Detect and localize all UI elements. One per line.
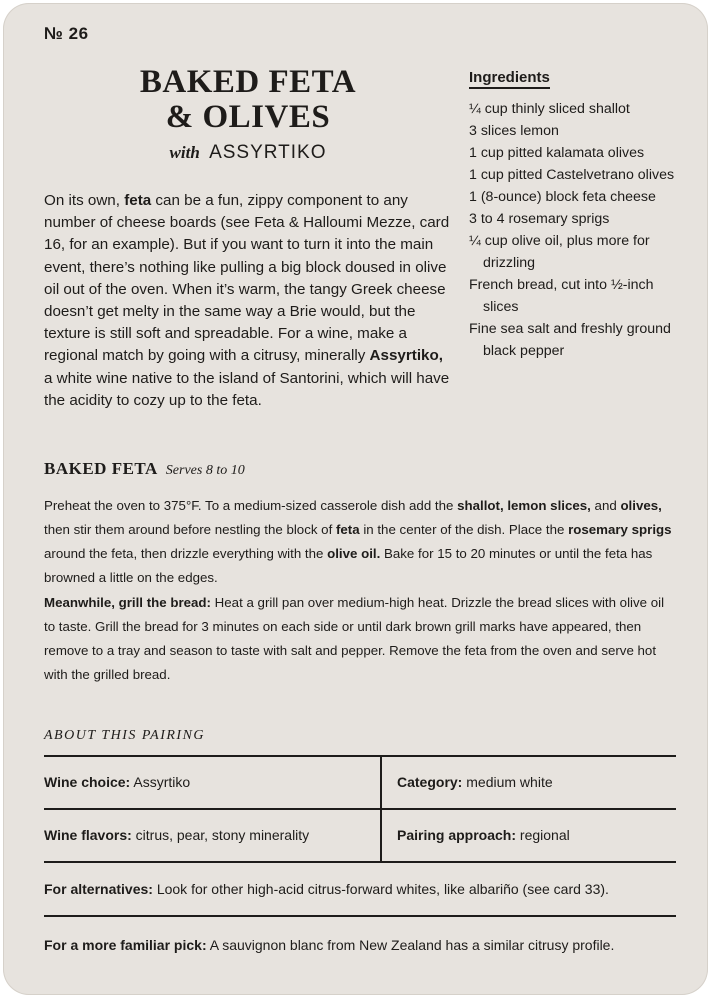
wine-flavors — [44, 825, 309, 845]
emphasis-text: feta — [335, 522, 360, 537]
alternatives-label: For alternatives: — [44, 881, 153, 897]
ingredient-item: ¼ cup olive oil, plus more for drizzling — [469, 233, 650, 271]
wine-choice-label: Wine choice: — [44, 774, 131, 790]
body-text: Bake for 15 to 20 minutes or until the feta has browned a little on the edges. — [44, 546, 653, 585]
recipe-serves: Serves 8 to 10 — [165, 463, 245, 478]
ingredient-item: Fine sea salt and freshly ground black pepper — [469, 321, 671, 359]
body-text: On its own, — [44, 192, 125, 209]
pairing-approach-label: Pairing approach: — [397, 827, 517, 843]
pairing-approach-value: regional — [519, 827, 570, 843]
wine-choice-value: Assyrtiko — [133, 774, 191, 790]
emphasis-text: rosemary sprigs — [568, 522, 672, 537]
divider — [44, 861, 676, 863]
familiar-pick — [44, 935, 614, 955]
pairing-heading: ABOUT THIS PAIRING — [44, 728, 206, 743]
title-line-1: BAKED FETA — [139, 64, 357, 100]
ingredient-item: 1 cup pitted Castelvetrano olives — [469, 167, 675, 183]
familiar-pick-value: A sauvignon blanc from New Zealand has a similar citrusy profile. — [209, 937, 615, 953]
category-label: Category: — [397, 774, 463, 790]
subtitle-wine: ASSYRTIKO — [209, 142, 327, 163]
recipe-title-small: BAKED FETA — [44, 459, 158, 478]
emphasis-text: Assyrtiko, — [369, 347, 443, 365]
ingredient-item: 1 (8-ounce) block feta cheese — [469, 189, 656, 205]
wine-flavors-label: Wine flavors: — [44, 827, 132, 843]
divider — [44, 915, 676, 917]
ingredient-item: French bread, cut into ½-inch slices — [469, 277, 654, 315]
recipe-card — [3, 3, 708, 995]
ingredient-item: 3 slices lemon — [469, 123, 559, 139]
ingredient-item: 3 to 4 rosemary sprigs — [469, 211, 610, 227]
emphasis-text: feta — [124, 192, 152, 209]
divider — [44, 808, 676, 810]
alternatives — [44, 879, 609, 899]
alternatives-value: Look for other high-acid citrus-forward whites, like albariño (see card 33). — [156, 881, 609, 897]
recipe-heading — [44, 459, 245, 479]
familiar-pick-label: For a more familiar pick: — [44, 937, 207, 953]
body-text: in the center of the dish. Place the — [359, 522, 569, 537]
title-line-2: & OLIVES — [165, 99, 331, 135]
recipe-title — [103, 65, 393, 135]
pairing-approach — [397, 825, 570, 845]
body-text: Preheat the oven to 375°F. To a medium-sized casserole dish add the — [44, 498, 458, 513]
body-text: then stir them around before nestling the block of — [44, 522, 336, 537]
emphasis-text: Meanwhile, grill the bread: — [44, 595, 211, 610]
wine-choice — [44, 772, 190, 792]
category — [397, 772, 553, 792]
method-paragraph-1 — [44, 494, 676, 590]
category-value: medium white — [466, 774, 553, 790]
column-divider — [380, 756, 382, 862]
divider — [44, 755, 676, 757]
body-text: and — [590, 498, 621, 513]
body-text: around the feta, then drizzle everything with the — [44, 546, 328, 561]
ingredients-heading: Ingredients — [469, 69, 550, 89]
ingredient-item: ¼ cup thinly sliced shallot — [469, 101, 630, 117]
wine-subtitle — [103, 142, 393, 164]
card-number: № 26 — [44, 24, 89, 43]
ingredients-panel — [469, 69, 689, 362]
body-text: can be a fun, zippy component to any number of cheese boards (see Feta & Halloumi Mezze, card 16, for an example). But if you want to turn it into the main event, there’s nothing like pulling a big block doused in olive oil out of the oven. When it’s warm, the tangy Greek cheese doesn’t get melty in the same way a Brie would, but the texture is still soft and spreadable. For a wine, make a regional match by going with a citrusy, minerally — [44, 192, 450, 365]
emphasis-text: shallot, lemon slices, — [457, 498, 591, 513]
intro-paragraph — [44, 190, 454, 412]
emphasis-text: olives, — [620, 498, 662, 513]
ingredients-list — [469, 98, 689, 362]
subtitle-with: with — [169, 143, 200, 162]
body-text: Heat a grill pan over medium-high heat. Drizzle the bread slices with olive oil to taste. Grill the bread for 3 minutes on each side or until dark brown grill marks have appeared, then remove to a tray and season to taste with salt and pepper. Remove the feta from the oven and serve hot with the grilled bread. — [44, 595, 665, 682]
body-text: a white wine native to the island of Santorini, which will have the acidity to cozy up to the feta. — [44, 369, 450, 409]
ingredient-item: 1 cup pitted kalamata olives — [469, 145, 645, 161]
method-paragraph-2 — [44, 591, 676, 687]
emphasis-text: olive oil. — [327, 546, 381, 561]
wine-flavors-value: citrus, pear, stony minerality — [135, 827, 310, 843]
